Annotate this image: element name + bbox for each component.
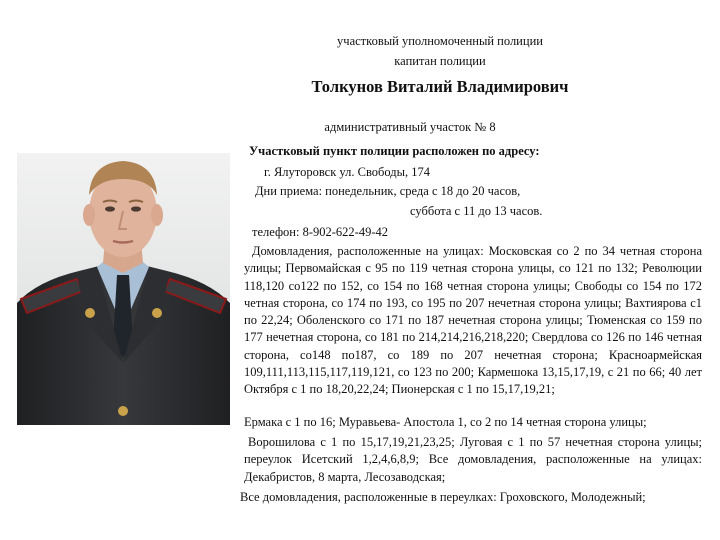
address-heading: Участковый пункт полиции расположен по адресу: (249, 144, 540, 158)
officer-portrait-photo (17, 153, 230, 425)
streets-paragraph-3: Ворошилова с 1 по 15,17,19,21,23,25; Луговая с 1 по 57 нечетная сторона улицы; переулок Исетский 1,2,4,6,8,9; Все домовладения, расположенные на улицах: Декабристов, 8 марта, Лесозаводская; (244, 435, 702, 484)
streets-paragraph-2: Ермака с 1 по 16; Муравьева- Апостола 1, со 2 по 14 четная сторона улицы; (244, 415, 647, 429)
officer-portrait-icon (17, 153, 230, 425)
officer-full-name: Толкунов Виталий Владимирович (311, 77, 569, 96)
streets-paragraph-4: Все домовладения, расположенные в переулках: Гроховского, Молодежный; (240, 490, 646, 504)
streets-paragraph-1: Домовладения, расположенные на улицах: Московская со 2 по 34 четная сторона улицы; Первомайская с 95 по 119 четная сторона улицы, со 121 по 132; Революции 118,120 со122 по 152, со 154 по 168 четная сторона улицы; Свободы со 154 по 172 четная сторона, со 174 по 193, со 195 по 207 нечетная сторона улицы; Вахтиярова с1 по 22,24; Оболенского со 171 по 187 нечетная сторона улицы; Тюменская со 159 по 177 нечетная сторона, со 181 по 214,214,216,218,220; Свердлова со 126 по 146 четная сторона, со148 по187, со 189 по 207 нечетная сторона; Красноармейская 109,111,113,115,117,119,121, со 123 по 200; Кармешока 13,15,17,19, с 21 по 66; 40 лет Октября с 1 по 18,20,22,24; Пионерская с 1 по 15,17,19,21; (244, 244, 702, 397)
rank-title: капитан полиции (394, 54, 486, 68)
district-number: административный участок № 8 (324, 120, 496, 134)
phone-number: телефон: 8-902-622-49-42 (252, 225, 388, 239)
position-title: участковый уполномоченный полиции (337, 34, 543, 48)
reception-days-saturday: суббота с 11 до 13 часов. (410, 204, 543, 218)
office-address: г. Ялуторовск ул. Свободы, 174 (264, 165, 431, 179)
reception-days-weekdays: Дни приема: понедельник, среда с 18 до 20 часов, (255, 184, 521, 198)
